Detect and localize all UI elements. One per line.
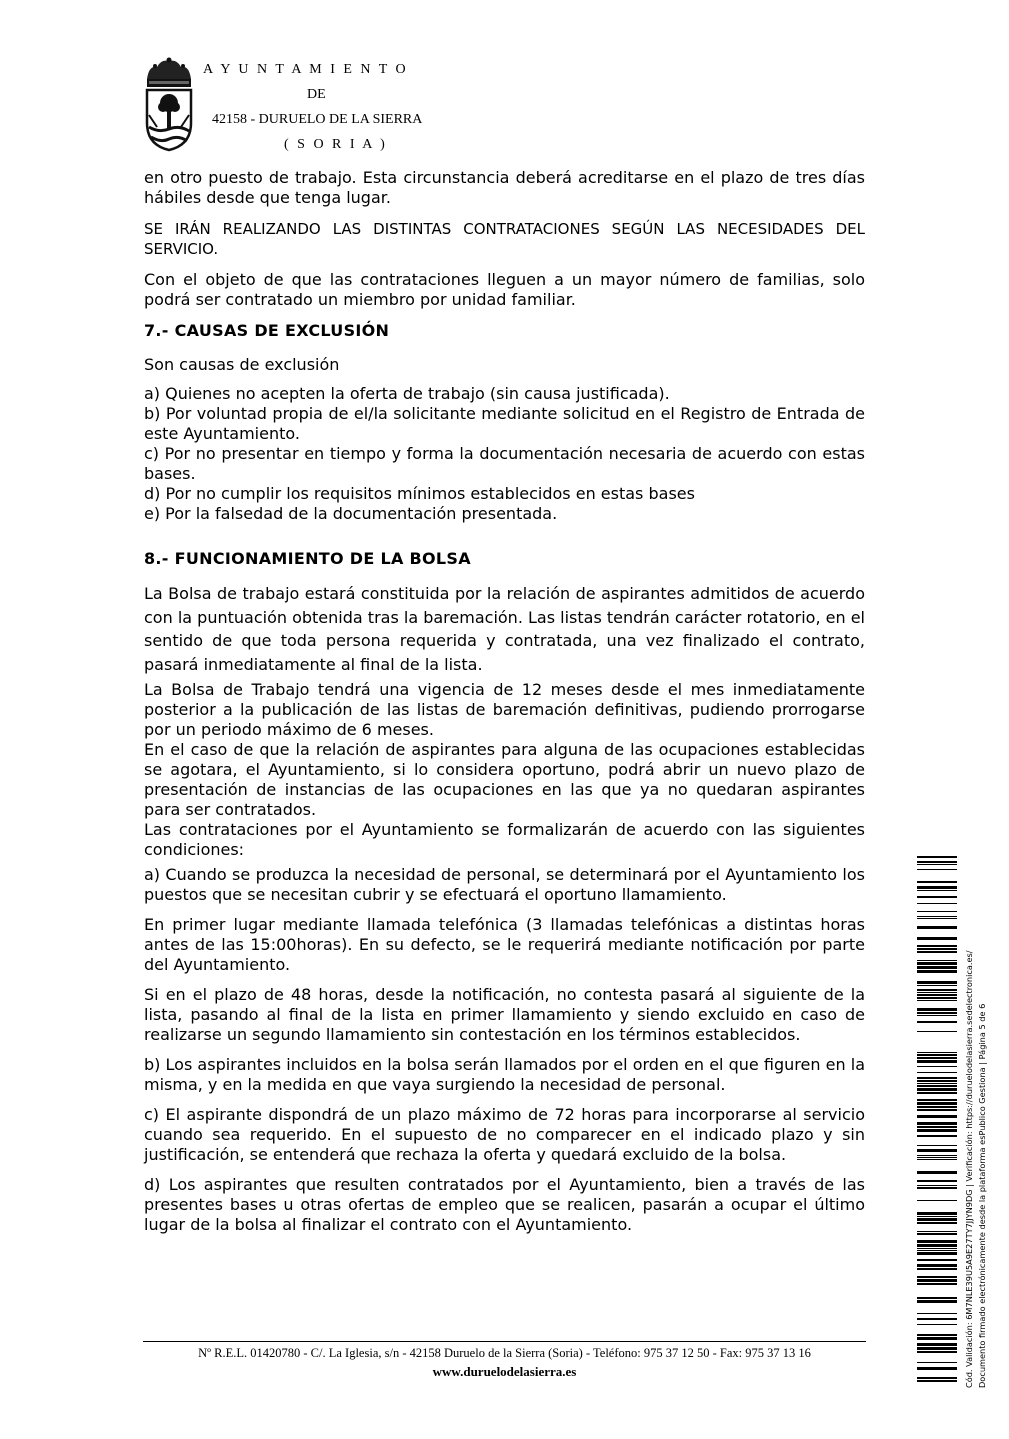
barcode-bar xyxy=(917,911,957,912)
barcode-bar xyxy=(917,1008,957,1011)
barcode-bar xyxy=(917,1216,957,1217)
validation-barcode xyxy=(917,856,957,1388)
barcode-bar xyxy=(917,916,957,917)
barcode-bar xyxy=(917,881,957,883)
barcode-bar xyxy=(917,1031,957,1032)
barcode-bar xyxy=(917,1085,957,1087)
paragraph: Las contrataciones por el Ayuntamiento se formalizarán de acuerdo con las siguientes condiciones: xyxy=(144,820,865,859)
barcode-bar xyxy=(917,948,957,950)
barcode-bar xyxy=(917,1102,957,1105)
signature-platform-text: Documento firmado electrónicamente desde la plataforma esPublico Gestiona | Página 5 de 6 xyxy=(977,1003,987,1388)
header-de: DE xyxy=(307,87,326,102)
barcode-bar xyxy=(917,970,957,973)
paragraph: c) El aspirante dispondrá de un plazo máximo de 72 horas para incorporarse al servicio cuando sea requerido. En el supuesto de no comparecer en el indicado plazo y sin justificación, se entenderá que rechaza la oferta y quedará excluido de la bolsa. xyxy=(144,1105,865,1164)
barcode-bar xyxy=(917,1351,957,1353)
barcode-bar xyxy=(917,1149,957,1152)
barcode-bar xyxy=(917,1248,957,1249)
barcode-bar xyxy=(917,1080,957,1082)
barcode-bar xyxy=(917,861,957,863)
barcode-bar xyxy=(917,1380,957,1382)
barcode-bar xyxy=(917,1157,957,1158)
barcode-bar xyxy=(917,1337,957,1340)
barcode-bar xyxy=(917,1276,957,1278)
barcode-bar xyxy=(917,1012,957,1014)
barcode-bar xyxy=(917,1077,957,1079)
barcode-bar xyxy=(917,1334,957,1336)
barcode-bar xyxy=(917,1052,957,1053)
barcode-bar xyxy=(917,1015,957,1016)
footer-divider xyxy=(143,1341,866,1342)
barcode-bar xyxy=(917,1106,957,1108)
paragraph: en otro puesto de trabajo. Esta circunstancia deberá acreditarse en el plazo de tres días hábiles desde que tenga lugar. xyxy=(144,168,865,207)
barcode-bar xyxy=(917,1264,957,1267)
barcode-bar xyxy=(917,864,957,865)
footer-website: www.duruelodelasierra.es xyxy=(432,1364,577,1379)
barcode-bar xyxy=(917,1377,957,1379)
barcode-bar xyxy=(917,962,957,965)
barcode-bar xyxy=(917,1126,957,1128)
barcode-bar xyxy=(917,960,957,961)
barcode-bar xyxy=(917,1231,957,1232)
barcode-bar xyxy=(917,1268,957,1270)
document-body xyxy=(144,168,865,1245)
barcode-bar xyxy=(917,1171,957,1174)
barcode-bar xyxy=(917,1343,957,1346)
barcode-bar xyxy=(917,989,957,991)
barcode-bar xyxy=(917,1060,957,1063)
coat-of-arms-logo xyxy=(143,57,195,152)
barcode-bar xyxy=(917,981,957,984)
barcode-bar xyxy=(917,1318,957,1320)
barcode-bar xyxy=(917,1057,957,1059)
barcode-bar xyxy=(917,856,957,858)
barcode-bar xyxy=(917,1300,957,1303)
barcode-bar xyxy=(917,994,957,996)
barcode-bar xyxy=(917,1347,957,1350)
barcode-bar xyxy=(917,1362,957,1363)
barcode-bar xyxy=(917,896,957,898)
barcode-bar xyxy=(917,869,957,870)
barcode-bar xyxy=(917,1252,957,1255)
header-province: ( S O R I A ) xyxy=(284,137,388,152)
barcode-bar xyxy=(917,1099,957,1101)
section-heading-7: 7.- CAUSAS DE EXCLUSIÓN xyxy=(144,321,390,340)
paragraph: SE IRÁN REALIZANDO LAS DISTINTAS CONTRATACIONES SEGÚN LAS NECESIDADES DEL SERVICIO. xyxy=(144,220,865,258)
barcode-bar xyxy=(917,992,957,993)
header-title: A Y U N T A M I E N T O xyxy=(203,62,409,77)
barcode-bar xyxy=(917,1088,957,1091)
footer-address: Nº R.E.L. 01420780 - C/. La Iglesia, s/n - 42158 Duruelo de la Sierra (Soria) - Teléfono: 975 37 12 50 - Fax: 975 37 13 16 xyxy=(198,1346,811,1360)
barcode-bar xyxy=(917,1297,957,1299)
barcode-bar xyxy=(917,1218,957,1221)
barcode-bar xyxy=(917,1185,957,1186)
barcode-bar xyxy=(917,997,957,999)
exclusion-item: d) Por no cumplir los requisitos mínimos establecidos en estas bases xyxy=(144,484,695,503)
barcode-bar xyxy=(917,1159,957,1160)
barcode-bar xyxy=(917,926,957,929)
barcode-bar xyxy=(917,1180,957,1182)
barcode-bar xyxy=(917,1021,957,1023)
barcode-bar xyxy=(917,966,957,969)
barcode-bar xyxy=(917,1222,957,1224)
barcode-bar xyxy=(917,886,957,889)
barcode-bar xyxy=(917,1072,957,1073)
barcode-bar xyxy=(917,1000,957,1001)
exclusion-item: e) Por la falsedad de la documentación presentada. xyxy=(144,504,558,523)
header-location: 42158 - DURUELO DE LA SIERRA xyxy=(212,112,423,127)
barcode-bar xyxy=(917,1115,957,1118)
barcode-bar xyxy=(917,1283,957,1285)
barcode-bar xyxy=(917,937,957,940)
exclusion-item: a) Quienes no acepten la oferta de trabajo (sin causa justificada). xyxy=(144,384,670,403)
barcode-bar xyxy=(917,951,957,953)
barcode-bar xyxy=(917,1212,957,1215)
paragraph: La Bolsa de Trabajo tendrá una vigencia de 12 meses desde el mes inmediatamente posterior a la publicación de las listas de baremación definitivas, pudiendo prorrogarse por un periodo máximo de 6 meses. xyxy=(144,680,865,739)
barcode-bar xyxy=(917,1200,957,1201)
paragraph: Si en el plazo de 48 horas, desde la notificación, no contesta pasará al siguiente de la lista, pasando al final de la lista en primer llamamiento y siendo excluido en caso de realizarse un segundo llamamiento sin contestación en los términos establecidos. xyxy=(144,985,865,1044)
barcode-bar xyxy=(917,1250,957,1251)
barcode-bar xyxy=(917,890,957,891)
paragraph: d) Los aspirantes que resulten contratados por el Ayuntamiento, bien a través de las presentes bases u otras ofertas de empleo que se realicen, pasarán a ocupar el último lugar de la bolsa al finalizar el contrato con el Ayuntamiento. xyxy=(144,1175,865,1234)
barcode-bar xyxy=(917,1129,957,1132)
paragraph: En el caso de que la relación de aspirantes para alguna de las ocupaciones establecidas se agotara, el Ayuntamiento, si lo considera oportuno, podrá abrir un nuevo plazo de presentación de instancias de las ocupaciones en las que ya no quedaran aspirantes para ser contratados. xyxy=(144,740,865,819)
section-heading-8: 8.- FUNCIONAMIENTO DE LA BOLSA xyxy=(144,549,471,568)
barcode-bar xyxy=(917,945,957,947)
barcode-bar xyxy=(917,1187,957,1189)
barcode-bar xyxy=(917,1145,957,1146)
barcode-bar xyxy=(917,1367,957,1370)
barcode-bar xyxy=(917,1155,957,1156)
paragraph: b) Los aspirantes incluidos en la bolsa serán llamados por el orden en el que figuren en la misma, y en la medida en que vaya surgiendo la necesidad de personal. xyxy=(144,1055,865,1094)
exclusion-item: c) Por no presentar en tiempo y forma la documentación necesaria de acuerdo con estas bases. xyxy=(144,444,865,483)
barcode-bar xyxy=(917,918,957,919)
paragraph: a) Cuando se produzca la necesidad de personal, se determinará por el Ayuntamiento los puestos que se necesitan cubrir y se efectuará el oportuno llamamiento. xyxy=(144,865,865,904)
barcode-bar xyxy=(917,1122,957,1125)
barcode-bar xyxy=(917,1313,957,1314)
barcode-bar xyxy=(917,1083,957,1084)
paragraph: Son causas de exclusión xyxy=(144,355,340,374)
barcode-bar xyxy=(917,1279,957,1282)
barcode-bar xyxy=(917,1092,957,1094)
barcode-bar xyxy=(917,1054,957,1056)
exclusion-item: b) Por voluntad propia de el/la solicitante mediante solicitud en el Registro de Entrada de este Ayuntamiento. xyxy=(144,404,865,443)
paragraph: En primer lugar mediante llamada telefónica (3 llamadas telefónicas a distintas horas antes de las 15:00horas). En su defecto, se le requerirá mediante notificación por parte del Ayuntamiento. xyxy=(144,915,865,974)
validation-code-text: Cód. Validación: 6M7NLE39U5A9E27TY7JJYN9DG | Verificación: https://duruelodelasierra.sedelectronica.es/ xyxy=(964,950,974,1388)
barcode-bar xyxy=(917,1244,957,1247)
barcode-bar xyxy=(917,1259,957,1261)
barcode-bar xyxy=(917,1109,957,1111)
paragraph: La Bolsa de trabajo estará constituida por la relación de aspirantes admitidos de acuerdo con la puntuación obtenida tras la baremación. Las listas tendrán carácter rotatorio, en el sentido de que toda persona requerida y contratada, una vez finalizado el contrato, pasará inmediatamente al final de la lista. xyxy=(144,584,865,674)
barcode-bar xyxy=(917,1324,957,1325)
barcode-bar xyxy=(917,1240,957,1243)
paragraph: Con el objeto de que las contrataciones lleguen a un mayor número de familias, solo podrá ser contratado un miembro por unidad familiar. xyxy=(144,270,865,309)
barcode-bar xyxy=(917,903,957,904)
barcode-bar xyxy=(917,1066,957,1067)
barcode-bar xyxy=(917,1233,957,1235)
barcode-bar xyxy=(917,985,957,986)
barcode-bar xyxy=(917,1135,957,1137)
